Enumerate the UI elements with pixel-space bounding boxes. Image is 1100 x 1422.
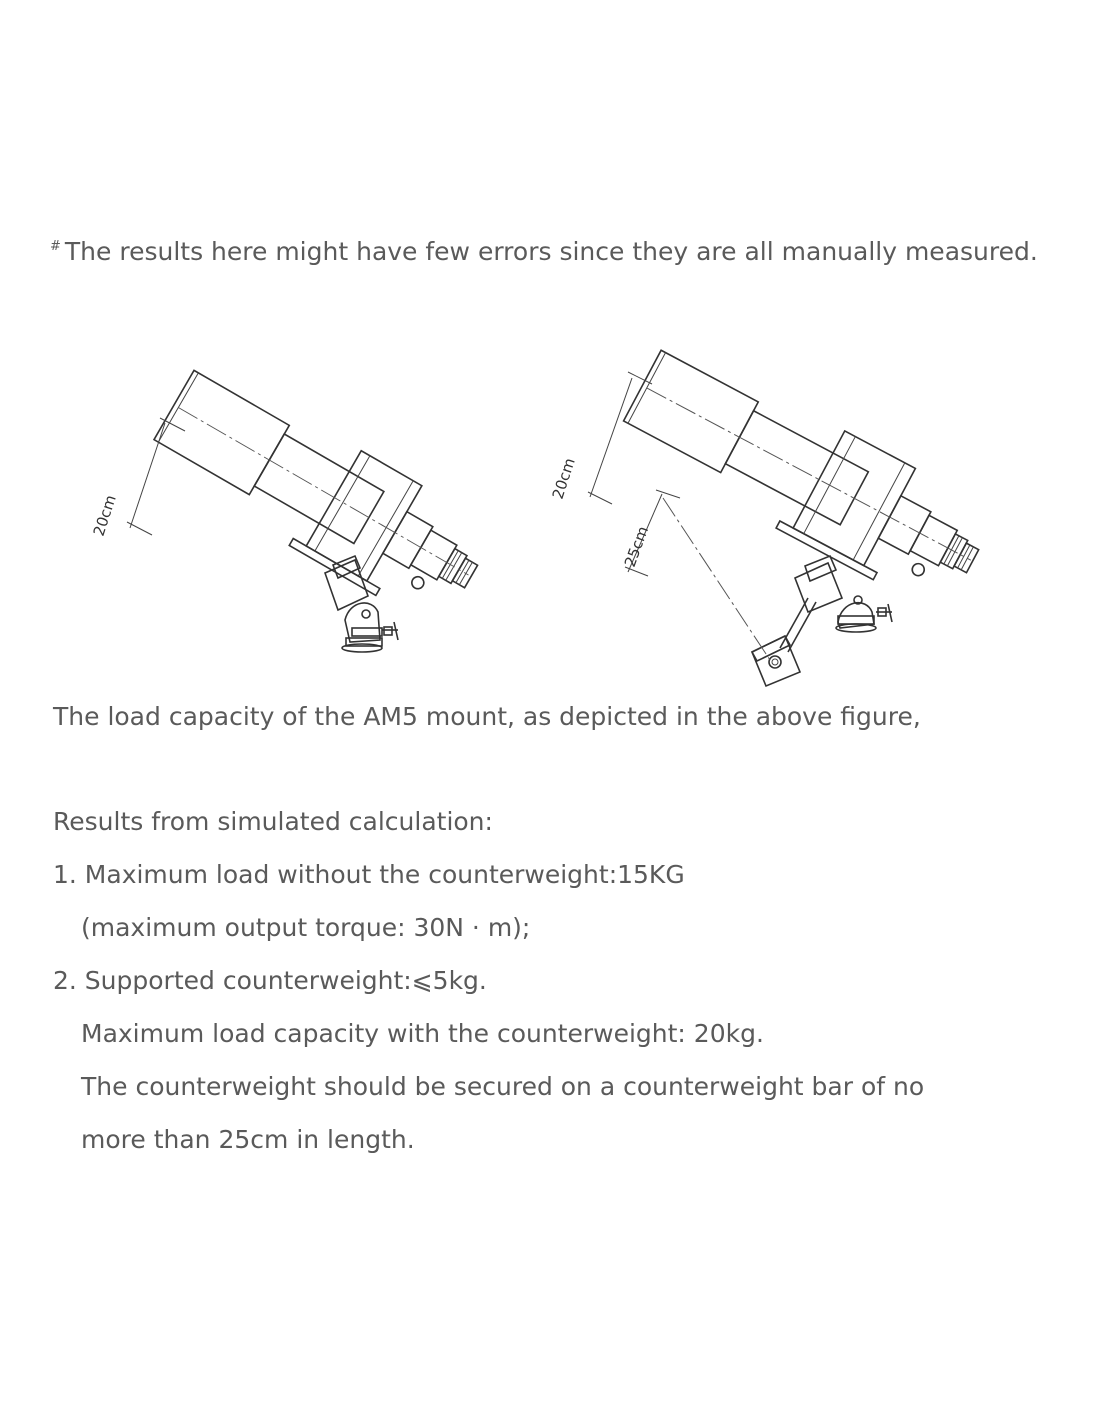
counterweight (663, 498, 816, 686)
figure-caption: The load capacity of the AM5 mount, as depicted in the above figure, (53, 702, 921, 731)
right-mount-head (795, 556, 892, 632)
left-telescope-drawing (142, 358, 498, 632)
left-dimension-label: 20cm (89, 492, 120, 539)
right-dimension-scope-label: 20cm (548, 455, 579, 502)
right-dimension-scope (549, 372, 652, 504)
note-marker: # (50, 239, 61, 254)
result-item-2-line-4: more than 25cm in length. (81, 1125, 415, 1154)
results-heading: Results from simulated calculation: (53, 807, 493, 836)
right-dovetail (776, 521, 877, 580)
result-item-1-line-1: 1. Maximum load without the counterweight:15KG (53, 860, 685, 889)
result-item-2-line-3: The counterweight should be secured on a counterweight bar of no (81, 1072, 925, 1101)
left-tube (254, 434, 384, 543)
accuracy-note (50, 228, 1090, 271)
left-dimension (90, 418, 185, 538)
right-dimension-bar (621, 490, 680, 576)
result-item-2-line-2: Maximum load capacity with the counterweight: 20kg. (81, 1019, 764, 1048)
telescope-diagram (0, 330, 1100, 700)
right-dimension-bar-label: 25cm (620, 523, 653, 570)
note-text: The results here might have few errors since they are all manually measured. (64, 237, 1038, 266)
result-item-1-line-2: (maximum output torque: 30N · m); (81, 913, 531, 942)
result-item-2-line-1: 2. Supported counterweight:⩽5kg. (53, 966, 487, 995)
right-telescope-drawing (613, 337, 999, 617)
